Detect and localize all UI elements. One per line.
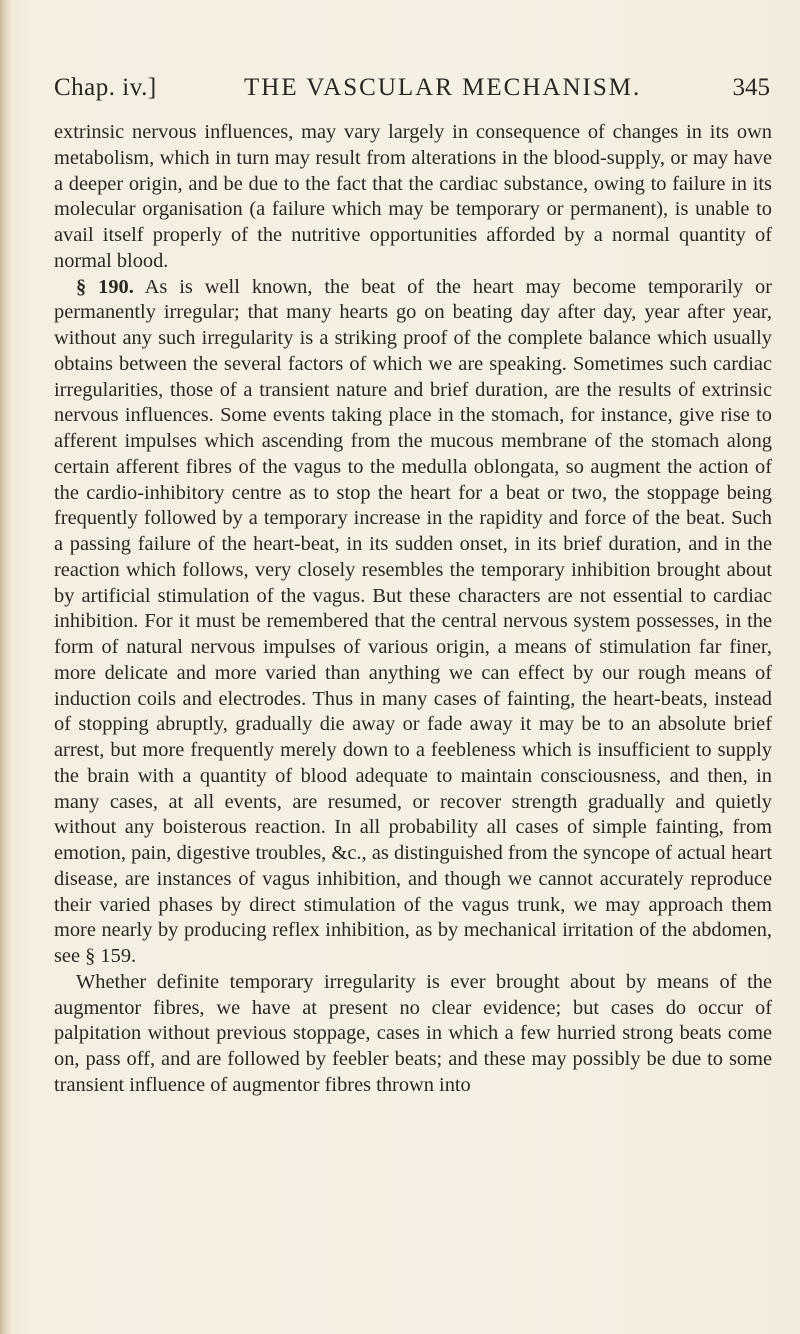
page-number: 345 [732,74,770,101]
paragraph-1 [54,120,772,275]
running-header [54,74,770,114]
section-number: § 190. [76,275,134,298]
paragraph-2-text: As is well known, the beat of the heart may become temporarily or permanently irregular; that many hearts go on beating day after day, year after year, without any such irregularity is a striking proof of the complete balance which usually obtains between the several factors of which we are speaking. Sometimes such cardiac irregularities, those of a transient nature and brief duration, are the results of extrinsic nervous influences. Some events taking place in the stomach, for instance, give rise to afferent impulses which ascending from the mucous membrane of the stomach along certain afferent fibres of the vagus to the medulla oblongata, so augment the action of the cardio-inhibitory centre as to stop the heart for a beat or two, the stoppage being frequently followed by a temporary increase in the rapidity and force of the beat. Such a passing failure of the heart-beat, in its sudden onset, in its brief duration, and in the reaction which follows, very closely resembles the temporary inhibition brought about by artificial stimulation of the vagus. But these characters are not essential to cardiac inhibition. For it must be remembered that the central nervous system possesses, in the form of natural nervous impulses of various origin, a means of stimulation far finer, more delicate and more varied than anything we can effect by our rough means of induction coils and electrodes. Thus in many cases of fainting, the heart-beats, instead of stopping abruptly, gradually die away or fade away it may be to an absolute brief arrest, but more frequently merely down to a feebleness which is insufficient to supply the brain with a quantity of blood adequate to maintain consciousness, and then, in many cases, at all events, are resumed, or recover strength gradually and quietly without any boisterous reaction. In all probability all cases of simple fainting, from emotion, pain, digestive troubles, &c., as distinguished from the syncope of actual heart disease, are instances of vagus inhibition, and though we cannot accurately reproduce their varied phases by direct stimulation of the vagus trunk, we may approach them more nearly by producing reflex inhibition, as by mechanical irritation of the abdomen, see § 159. [54,275,772,967]
paragraph-2 [54,275,772,970]
chapter-label: Chap. iv.] [54,74,157,101]
page-binding-edge [0,0,12,1334]
paragraph-3 [54,970,772,1099]
paragraph-1-text: extrinsic nervous influences, may vary largely in consequence of changes in its own metabolism, which in turn may result from alterations in the blood-supply, or may have a deeper origin, and be due to the fact that the cardiac substance, owing to failure in its molecular organisation (a failure which may be temporary or permanent), is unable to avail itself properly of the nutritive opportunities afforded by a normal quantity of normal blood. [54,121,772,272]
running-title: THE VASCULAR MECHANISM. [244,74,642,101]
body-text [54,120,772,1099]
paragraph-3-text: Whether definite temporary irregularity is ever brought about by means of the augmentor fibres, we have at present no clear evidence; but cases do occur of palpitation without previous stoppage, cases in which a few hurried strong beats come on, pass off, and are followed by feebler beats; and these may possibly be due to some transient influence of augmentor fibres thrown into [54,970,772,1096]
